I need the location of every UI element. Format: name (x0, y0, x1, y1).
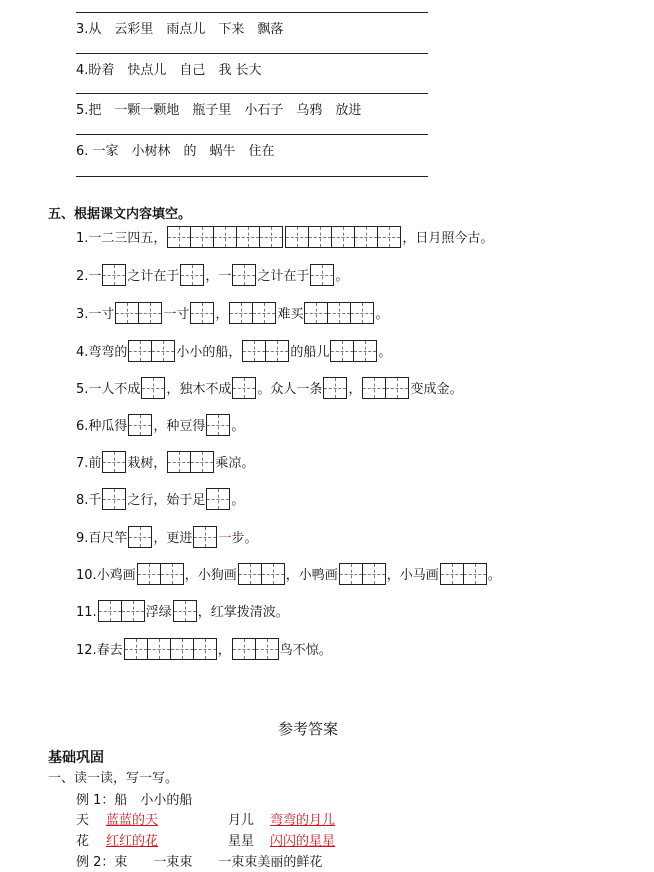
fill-item-12: 12.春去 ， 鸟不惊。 (76, 638, 332, 660)
answer-line (76, 93, 428, 94)
fill-box-group[interactable] (102, 451, 126, 473)
fill-item-8: 8.千 之行，始于足 。 (76, 488, 244, 510)
fill-box-group[interactable] (167, 226, 283, 248)
answers-question-1: 一、读一读，写一写。 (48, 771, 179, 786)
fill-box-group[interactable] (137, 563, 184, 585)
fill-box-group[interactable] (330, 340, 377, 362)
fill-box-group[interactable] (323, 377, 347, 399)
fill-box-group[interactable] (128, 340, 175, 362)
fill-box-group[interactable] (102, 488, 126, 510)
fill-item-10: 10.小鸡画 ，小狗画 ，小鸭画 ，小马画 。 (76, 563, 501, 585)
fill-item-4: 4.弯弯的 小小的船， 的船儿 。 (76, 340, 391, 362)
fill-box-group[interactable] (128, 414, 152, 436)
answer-word: 星星 (228, 834, 255, 849)
fill-box-group[interactable] (339, 563, 386, 585)
fill-box-group[interactable] (304, 302, 374, 324)
fill-box-group[interactable] (238, 563, 285, 585)
answer-phrase: 弯弯的月儿 (270, 813, 336, 828)
fill-box-group[interactable] (232, 377, 256, 399)
fill-box-group[interactable] (310, 264, 334, 286)
fill-box-group[interactable] (173, 600, 197, 622)
fill-box-group[interactable] (440, 563, 487, 585)
fill-box-group[interactable] (285, 226, 401, 248)
fill-box-group[interactable] (206, 414, 230, 436)
answer-word: 花 (76, 834, 90, 849)
fill-item-2: 2.一 之计在于 ，一 之计在于 。 (76, 264, 348, 286)
fill-box-group[interactable] (141, 377, 165, 399)
answer-phrase: 闪闪的星星 (270, 834, 336, 849)
answer-word: 月儿 (228, 813, 255, 828)
reorder-item-4: 4.盼着 快点儿 自己 我 长大 (76, 63, 262, 78)
answer-phrase: 红红的花 (106, 834, 159, 849)
fill-item-9: 9.百尺竿 ，更进 一 步。 (76, 526, 257, 548)
fill-box-group[interactable] (98, 600, 145, 622)
fill-item-11: 11. 浮绿 ，红掌拨清波。 (76, 600, 289, 622)
fill-item-1: 1.一二三四五， ，日月照今古。 (76, 226, 493, 248)
fill-box-group[interactable] (232, 264, 256, 286)
fill-item-7: 7.前 栽树， 乘凉。 (76, 451, 254, 473)
answer-line (76, 176, 428, 177)
answer-line (76, 134, 428, 135)
fill-box-group[interactable] (193, 526, 217, 548)
answer-word: 天 (76, 813, 90, 828)
fill-box-group[interactable] (128, 526, 152, 548)
example-1: 例 1：船 小小的船 (76, 793, 193, 808)
fill-item-3: 3.一寸 一寸 ， 难买 。 (76, 302, 388, 324)
fill-box-group[interactable] (102, 264, 126, 286)
reorder-item-6: 6. 一家 小树林 的 蜗牛 住在 (76, 144, 275, 159)
fill-item-5: 5.一人不成 ，独木不成 。众人一条 ， 变成金。 (76, 377, 462, 399)
answers-subtitle: 基础巩固 (48, 750, 104, 766)
fill-item-6: 6.种瓜得 ，种豆得 。 (76, 414, 244, 436)
fill-box-group[interactable] (229, 302, 276, 324)
fill-box-group[interactable] (242, 340, 289, 362)
fill-box-group[interactable] (232, 638, 279, 660)
fill-box-group[interactable] (167, 451, 214, 473)
fill-box-group[interactable] (115, 302, 162, 324)
answers-title: 参考答案 (278, 720, 339, 738)
fill-box-group[interactable] (124, 638, 217, 660)
answer-phrase: 蓝蓝的天 (106, 813, 159, 828)
fill-box-group[interactable] (180, 264, 204, 286)
fill-box-group[interactable] (190, 302, 214, 324)
example-2: 例 2：束 一束束 一束束美丽的鲜花 (76, 855, 323, 870)
fill-box-group[interactable] (362, 377, 409, 399)
section-5-heading: 五、根据课文内容填空。 (48, 207, 192, 222)
fill-box-group[interactable] (206, 488, 230, 510)
reorder-item-3: 3.从 云彩里 雨点儿 下来 飘落 (76, 22, 284, 37)
answer-line (76, 12, 428, 13)
reorder-item-5: 5.把 一颗一颗地 瓶子里 小石子 乌鸦 放进 (76, 103, 362, 118)
red-answer-char: 一 (218, 531, 232, 546)
answer-line (76, 53, 428, 54)
